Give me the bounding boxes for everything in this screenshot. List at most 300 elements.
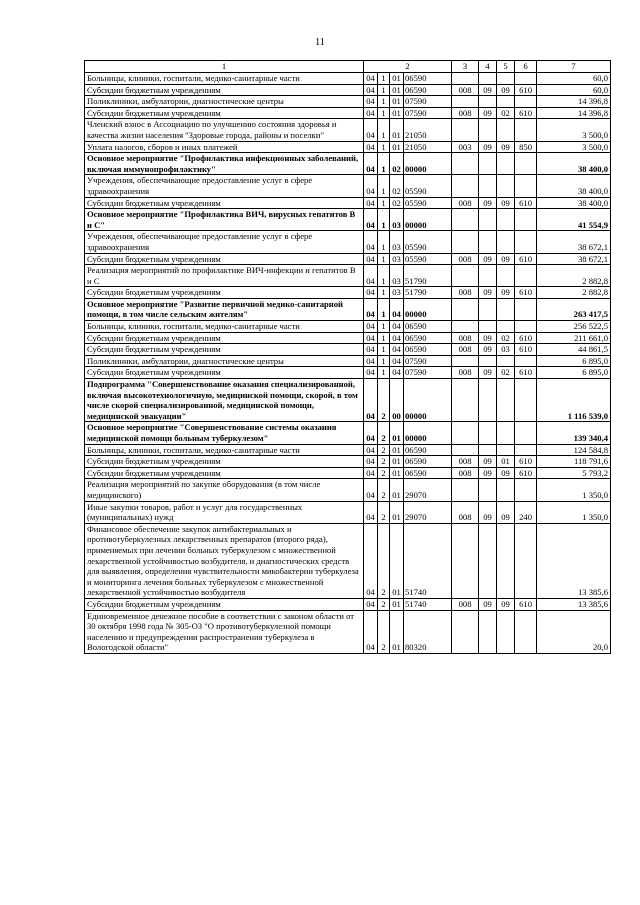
amount: 3 500,0 bbox=[537, 141, 611, 153]
subsection-code bbox=[497, 209, 515, 231]
program-code: 04 bbox=[364, 96, 378, 108]
program-code: 04 bbox=[364, 253, 378, 265]
amount: 211 661,0 bbox=[537, 332, 611, 344]
section-code bbox=[479, 422, 497, 444]
program-code: 04 bbox=[364, 467, 378, 479]
direction-code: 05590 bbox=[404, 253, 452, 265]
measure-code: 03 bbox=[390, 265, 404, 287]
amount: 1 116 539,0 bbox=[537, 379, 611, 422]
table-row bbox=[85, 501, 611, 523]
section-code bbox=[479, 321, 497, 333]
table-row bbox=[85, 379, 611, 422]
row-name: Субсидии бюджетным учреждениям bbox=[85, 197, 364, 209]
expense-type-code: 610 bbox=[515, 253, 537, 265]
program-code: 04 bbox=[364, 197, 378, 209]
amount: 6 895,0 bbox=[537, 367, 611, 379]
direction-code: 29070 bbox=[404, 501, 452, 523]
measure-code: 01 bbox=[390, 73, 404, 85]
expense-type-code bbox=[515, 265, 537, 287]
expense-type-code: 610 bbox=[515, 367, 537, 379]
row-name: Субсидии бюджетным учреждениям bbox=[85, 467, 364, 479]
subsection-code: 09 bbox=[497, 197, 515, 209]
section-code: 09 bbox=[479, 367, 497, 379]
section-code bbox=[479, 610, 497, 653]
section-code bbox=[479, 265, 497, 287]
table-row bbox=[85, 209, 611, 231]
subprogram-code: 1 bbox=[378, 355, 390, 367]
table-row bbox=[85, 265, 611, 287]
subprogram-code: 1 bbox=[378, 332, 390, 344]
table-row bbox=[85, 96, 611, 108]
subsection-code: 02 bbox=[497, 332, 515, 344]
expense-type-code: 610 bbox=[515, 332, 537, 344]
ministry-code bbox=[452, 298, 479, 320]
section-code: 09 bbox=[479, 107, 497, 119]
table-row bbox=[85, 175, 611, 197]
ministry-code bbox=[452, 523, 479, 598]
table-row bbox=[85, 287, 611, 299]
measure-code: 04 bbox=[390, 332, 404, 344]
program-code: 04 bbox=[364, 355, 378, 367]
amount: 38 400,0 bbox=[537, 175, 611, 197]
expense-type-code bbox=[515, 610, 537, 653]
row-name: Реализация мероприятий по закупке оборудования (в том числе медицинского) bbox=[85, 479, 364, 501]
table-row bbox=[85, 231, 611, 253]
table-row bbox=[85, 197, 611, 209]
program-code: 04 bbox=[364, 422, 378, 444]
direction-code: 51790 bbox=[404, 287, 452, 299]
direction-code: 06590 bbox=[404, 444, 452, 456]
subprogram-code: 2 bbox=[378, 598, 390, 610]
section-code bbox=[479, 231, 497, 253]
subprogram-code: 2 bbox=[378, 422, 390, 444]
subsection-code: 09 bbox=[497, 287, 515, 299]
amount: 13 385,6 bbox=[537, 523, 611, 598]
section-code bbox=[479, 119, 497, 141]
amount: 20,0 bbox=[537, 610, 611, 653]
amount: 3 500,0 bbox=[537, 119, 611, 141]
subsection-code bbox=[497, 73, 515, 85]
subsection-code: 01 bbox=[497, 456, 515, 468]
header-col-3: 3 bbox=[452, 61, 479, 73]
direction-code: 00000 bbox=[404, 209, 452, 231]
measure-code: 01 bbox=[390, 141, 404, 153]
ministry-code bbox=[452, 379, 479, 422]
subsection-code bbox=[497, 610, 515, 653]
direction-code: 06590 bbox=[404, 467, 452, 479]
subprogram-code: 1 bbox=[378, 253, 390, 265]
direction-code: 00000 bbox=[404, 298, 452, 320]
subprogram-code: 1 bbox=[378, 119, 390, 141]
row-name: Основное мероприятие "Профилактика инфекционных заболеваний, включая иммунопрофилактику" bbox=[85, 153, 364, 175]
subprogram-code: 2 bbox=[378, 456, 390, 468]
table-row bbox=[85, 355, 611, 367]
subprogram-code: 2 bbox=[378, 379, 390, 422]
ministry-code: 008 bbox=[452, 367, 479, 379]
section-code bbox=[479, 479, 497, 501]
ministry-code bbox=[452, 422, 479, 444]
subprogram-code: 1 bbox=[378, 84, 390, 96]
subprogram-code: 1 bbox=[378, 197, 390, 209]
row-name: Больницы, клиники, госпитали, медико-санитарные части bbox=[85, 444, 364, 456]
amount: 41 554,9 bbox=[537, 209, 611, 231]
measure-code: 03 bbox=[390, 209, 404, 231]
ministry-code: 008 bbox=[452, 467, 479, 479]
table-row bbox=[85, 321, 611, 333]
row-name: Субсидии бюджетным учреждениям bbox=[85, 344, 364, 356]
row-name: Учреждения, обеспечивающие предоставление услуг в сфере здравоохранения bbox=[85, 231, 364, 253]
program-code: 04 bbox=[364, 321, 378, 333]
amount: 38 672,1 bbox=[537, 231, 611, 253]
expense-type-code bbox=[515, 523, 537, 598]
section-code bbox=[479, 96, 497, 108]
table-body bbox=[85, 73, 611, 654]
subsection-code: 09 bbox=[497, 501, 515, 523]
subprogram-code: 1 bbox=[378, 153, 390, 175]
ministry-code: 008 bbox=[452, 253, 479, 265]
measure-code: 00 bbox=[390, 379, 404, 422]
measure-code: 01 bbox=[390, 422, 404, 444]
section-code bbox=[479, 379, 497, 422]
expense-type-code bbox=[515, 298, 537, 320]
row-name: Поликлиники, амбулатории, диагностические центры bbox=[85, 96, 364, 108]
program-code: 04 bbox=[364, 501, 378, 523]
row-name: Иные закупки товаров, работ и услуг для государственных (муниципальных) нужд bbox=[85, 501, 364, 523]
row-name: Основное мероприятие "Совершенствование системы оказания медицинской помощи больным туберкулезом" bbox=[85, 422, 364, 444]
subprogram-code: 1 bbox=[378, 265, 390, 287]
subsection-code: 09 bbox=[497, 84, 515, 96]
ministry-code bbox=[452, 444, 479, 456]
ministry-code bbox=[452, 610, 479, 653]
direction-code: 51790 bbox=[404, 265, 452, 287]
table-row bbox=[85, 444, 611, 456]
measure-code: 01 bbox=[390, 467, 404, 479]
expense-type-code bbox=[515, 231, 537, 253]
section-code bbox=[479, 153, 497, 175]
subsection-code: 03 bbox=[497, 344, 515, 356]
direction-code: 05590 bbox=[404, 231, 452, 253]
subprogram-code: 1 bbox=[378, 367, 390, 379]
measure-code: 04 bbox=[390, 344, 404, 356]
direction-code: 07590 bbox=[404, 107, 452, 119]
subprogram-code: 1 bbox=[378, 231, 390, 253]
subsection-code bbox=[497, 355, 515, 367]
subprogram-code: 2 bbox=[378, 467, 390, 479]
measure-code: 01 bbox=[390, 523, 404, 598]
row-name: Субсидии бюджетным учреждениям bbox=[85, 253, 364, 265]
expense-type-code bbox=[515, 209, 537, 231]
header-col-1: 1 bbox=[85, 61, 364, 73]
table-row bbox=[85, 73, 611, 85]
direction-code: 51740 bbox=[404, 523, 452, 598]
expense-type-code bbox=[515, 96, 537, 108]
direction-code: 06590 bbox=[404, 73, 452, 85]
ministry-code bbox=[452, 209, 479, 231]
measure-code: 04 bbox=[390, 321, 404, 333]
amount: 14 396,8 bbox=[537, 96, 611, 108]
program-code: 04 bbox=[364, 119, 378, 141]
amount: 263 417,5 bbox=[537, 298, 611, 320]
direction-code: 05590 bbox=[404, 175, 452, 197]
subprogram-code: 1 bbox=[378, 287, 390, 299]
row-name: Субсидии бюджетным учреждениям bbox=[85, 287, 364, 299]
ministry-code bbox=[452, 231, 479, 253]
subprogram-code: 1 bbox=[378, 344, 390, 356]
header-col-6: 6 bbox=[515, 61, 537, 73]
program-code: 04 bbox=[364, 332, 378, 344]
measure-code: 01 bbox=[390, 96, 404, 108]
direction-code: 21050 bbox=[404, 141, 452, 153]
header-col-7: 7 bbox=[537, 61, 611, 73]
section-code bbox=[479, 523, 497, 598]
subprogram-code: 2 bbox=[378, 523, 390, 598]
section-code: 09 bbox=[479, 332, 497, 344]
measure-code: 01 bbox=[390, 501, 404, 523]
subsection-code bbox=[497, 479, 515, 501]
ministry-code: 008 bbox=[452, 107, 479, 119]
expense-type-code bbox=[515, 422, 537, 444]
amount: 44 861,5 bbox=[537, 344, 611, 356]
measure-code: 01 bbox=[390, 610, 404, 653]
expense-type-code: 850 bbox=[515, 141, 537, 153]
table-row bbox=[85, 598, 611, 610]
section-code: 09 bbox=[479, 197, 497, 209]
expense-type-code: 610 bbox=[515, 84, 537, 96]
program-code: 04 bbox=[364, 265, 378, 287]
row-name: Основное мероприятие "Развитие первичной медико-санитарной помощи, в том числе сельским жителям" bbox=[85, 298, 364, 320]
program-code: 04 bbox=[364, 444, 378, 456]
table-row bbox=[85, 467, 611, 479]
ministry-code bbox=[452, 355, 479, 367]
expense-type-code bbox=[515, 379, 537, 422]
measure-code: 01 bbox=[390, 107, 404, 119]
subsection-code bbox=[497, 298, 515, 320]
subsection-code: 02 bbox=[497, 367, 515, 379]
expense-type-code bbox=[515, 479, 537, 501]
direction-code: 06590 bbox=[404, 332, 452, 344]
row-name: Субсидии бюджетным учреждениям bbox=[85, 367, 364, 379]
section-code bbox=[479, 175, 497, 197]
subprogram-code: 2 bbox=[378, 610, 390, 653]
subprogram-code: 2 bbox=[378, 444, 390, 456]
program-code: 04 bbox=[364, 107, 378, 119]
header-col-5: 5 bbox=[497, 61, 515, 73]
amount: 256 522,5 bbox=[537, 321, 611, 333]
ministry-code bbox=[452, 321, 479, 333]
row-name: Субсидии бюджетным учреждениям bbox=[85, 456, 364, 468]
measure-code: 04 bbox=[390, 367, 404, 379]
program-code: 04 bbox=[364, 141, 378, 153]
program-code: 04 bbox=[364, 209, 378, 231]
measure-code: 01 bbox=[390, 598, 404, 610]
ministry-code: 008 bbox=[452, 332, 479, 344]
ministry-code: 008 bbox=[452, 456, 479, 468]
amount: 5 793,2 bbox=[537, 467, 611, 479]
program-code: 04 bbox=[364, 298, 378, 320]
direction-code: 00000 bbox=[404, 422, 452, 444]
row-name: Финансовое обеспечение закупок антибактериальных и противотуберкулезных лекарственных препаратов (второго ряда), применяемых при лечении больных туберкулезом с множественной лекарственной устойчивостью возбудителя, и диагностических средств для выявления, определения чувствительности микобактерии туберкулеза и мониторинга лечения больных туберкулезом с множественной лекарственной устойчивостью возбудителя bbox=[85, 523, 364, 598]
table-row bbox=[85, 344, 611, 356]
section-code bbox=[479, 355, 497, 367]
program-code: 04 bbox=[364, 610, 378, 653]
direction-code: 80320 bbox=[404, 610, 452, 653]
expense-type-code bbox=[515, 119, 537, 141]
amount: 6 895,0 bbox=[537, 355, 611, 367]
expense-type-code: 610 bbox=[515, 467, 537, 479]
measure-code: 03 bbox=[390, 253, 404, 265]
amount: 2 882,8 bbox=[537, 265, 611, 287]
direction-code: 51740 bbox=[404, 598, 452, 610]
program-code: 04 bbox=[364, 84, 378, 96]
section-code: 09 bbox=[479, 456, 497, 468]
section-code: 09 bbox=[479, 141, 497, 153]
program-code: 04 bbox=[364, 479, 378, 501]
row-name: Членский взнос в Ассоциацию по улучшению состояния здоровья и качества жизни населения "Здоровые города, районы и поселки" bbox=[85, 119, 364, 141]
row-name: Основное мероприятие "Профилактика ВИЧ, вирусных гепатитов В и С" bbox=[85, 209, 364, 231]
subsection-code: 09 bbox=[497, 141, 515, 153]
program-code: 04 bbox=[364, 231, 378, 253]
amount: 139 340,4 bbox=[537, 422, 611, 444]
table-row bbox=[85, 523, 611, 598]
measure-code: 01 bbox=[390, 119, 404, 141]
row-name: Единовременное денежное пособие в соответствии с законом области от 30 октября 1998 года № 305-ОЗ "О противотуберкулезной помощи населению и предупреждении распространения туберкулеза в Вологодской области" bbox=[85, 610, 364, 653]
expense-type-code bbox=[515, 73, 537, 85]
header-col-2: 2 bbox=[364, 61, 452, 73]
expense-type-code bbox=[515, 175, 537, 197]
section-code: 09 bbox=[479, 287, 497, 299]
amount: 38 400,0 bbox=[537, 197, 611, 209]
direction-code: 05590 bbox=[404, 197, 452, 209]
subsection-code bbox=[497, 175, 515, 197]
subprogram-code: 2 bbox=[378, 501, 390, 523]
direction-code: 06590 bbox=[404, 456, 452, 468]
expense-type-code: 610 bbox=[515, 197, 537, 209]
section-code: 09 bbox=[479, 344, 497, 356]
table-row bbox=[85, 610, 611, 653]
section-code bbox=[479, 209, 497, 231]
amount: 13 385,6 bbox=[537, 598, 611, 610]
section-code: 09 bbox=[479, 467, 497, 479]
table-row bbox=[85, 479, 611, 501]
subsection-code bbox=[497, 321, 515, 333]
program-code: 04 bbox=[364, 367, 378, 379]
subsection-code bbox=[497, 379, 515, 422]
expense-type-code: 610 bbox=[515, 344, 537, 356]
program-code: 04 bbox=[364, 598, 378, 610]
direction-code: 21050 bbox=[404, 119, 452, 141]
row-name: Больницы, клиники, госпитали, медико-санитарные части bbox=[85, 321, 364, 333]
measure-code: 01 bbox=[390, 444, 404, 456]
section-code: 09 bbox=[479, 501, 497, 523]
row-name: Учреждения, обеспечивающие предоставление услуг в сфере здравоохранения bbox=[85, 175, 364, 197]
amount: 124 584,8 bbox=[537, 444, 611, 456]
row-name: Подпрограмма "Совершенствование оказания специализированной, включая высокотехнологичную, медицинской помощи, скорой, в том числе скорой специализированной, медицинской помощи, медицинской эвакуации" bbox=[85, 379, 364, 422]
direction-code: 00000 bbox=[404, 379, 452, 422]
subsection-code: 09 bbox=[497, 253, 515, 265]
page-number: 11 bbox=[315, 37, 325, 48]
subprogram-code: 1 bbox=[378, 175, 390, 197]
subprogram-code: 1 bbox=[378, 209, 390, 231]
measure-code: 03 bbox=[390, 287, 404, 299]
ministry-code: 003 bbox=[452, 141, 479, 153]
ministry-code: 008 bbox=[452, 287, 479, 299]
measure-code: 02 bbox=[390, 197, 404, 209]
subsection-code bbox=[497, 422, 515, 444]
subprogram-code: 1 bbox=[378, 321, 390, 333]
section-code bbox=[479, 298, 497, 320]
expense-type-code: 610 bbox=[515, 456, 537, 468]
expense-type-code: 610 bbox=[515, 598, 537, 610]
table-row bbox=[85, 422, 611, 444]
amount: 14 396,8 bbox=[537, 107, 611, 119]
amount: 38 400,0 bbox=[537, 153, 611, 175]
section-code: 09 bbox=[479, 253, 497, 265]
subprogram-code: 1 bbox=[378, 107, 390, 119]
section-code bbox=[479, 73, 497, 85]
row-name: Поликлиники, амбулатории, диагностические центры bbox=[85, 355, 364, 367]
table-row bbox=[85, 253, 611, 265]
program-code: 04 bbox=[364, 523, 378, 598]
subprogram-code: 1 bbox=[378, 73, 390, 85]
amount: 60,0 bbox=[537, 73, 611, 85]
table-row bbox=[85, 367, 611, 379]
section-code: 09 bbox=[479, 84, 497, 96]
subsection-code bbox=[497, 119, 515, 141]
row-name: Уплата налогов, сборов и иных платежей bbox=[85, 141, 364, 153]
direction-code: 00000 bbox=[404, 153, 452, 175]
header-col-4: 4 bbox=[479, 61, 497, 73]
section-code bbox=[479, 444, 497, 456]
amount: 118 791,6 bbox=[537, 456, 611, 468]
budget-table bbox=[84, 60, 611, 654]
measure-code: 03 bbox=[390, 231, 404, 253]
program-code: 04 bbox=[364, 153, 378, 175]
amount: 2 882,8 bbox=[537, 287, 611, 299]
row-name: Субсидии бюджетным учреждениям bbox=[85, 598, 364, 610]
table-row bbox=[85, 298, 611, 320]
ministry-code bbox=[452, 175, 479, 197]
ministry-code bbox=[452, 479, 479, 501]
subsection-code bbox=[497, 231, 515, 253]
program-code: 04 bbox=[364, 379, 378, 422]
expense-type-code: 610 bbox=[515, 107, 537, 119]
amount: 1 350,0 bbox=[537, 479, 611, 501]
direction-code: 07590 bbox=[404, 355, 452, 367]
subsection-code: 02 bbox=[497, 107, 515, 119]
direction-code: 07590 bbox=[404, 96, 452, 108]
measure-code: 04 bbox=[390, 298, 404, 320]
expense-type-code bbox=[515, 355, 537, 367]
ministry-code: 008 bbox=[452, 344, 479, 356]
table-row bbox=[85, 456, 611, 468]
subprogram-code: 1 bbox=[378, 96, 390, 108]
program-code: 04 bbox=[364, 456, 378, 468]
ministry-code: 008 bbox=[452, 84, 479, 96]
subsection-code bbox=[497, 96, 515, 108]
amount: 1 350,0 bbox=[537, 501, 611, 523]
subprogram-code: 2 bbox=[378, 479, 390, 501]
subsection-code bbox=[497, 265, 515, 287]
table-row bbox=[85, 153, 611, 175]
subprogram-code: 1 bbox=[378, 298, 390, 320]
expense-type-code bbox=[515, 444, 537, 456]
ministry-code bbox=[452, 265, 479, 287]
direction-code: 06590 bbox=[404, 84, 452, 96]
row-name: Реализация мероприятий по профилактике ВИЧ-инфекции и гепатитов В и С bbox=[85, 265, 364, 287]
section-code: 09 bbox=[479, 598, 497, 610]
table-row bbox=[85, 84, 611, 96]
table-row bbox=[85, 119, 611, 141]
